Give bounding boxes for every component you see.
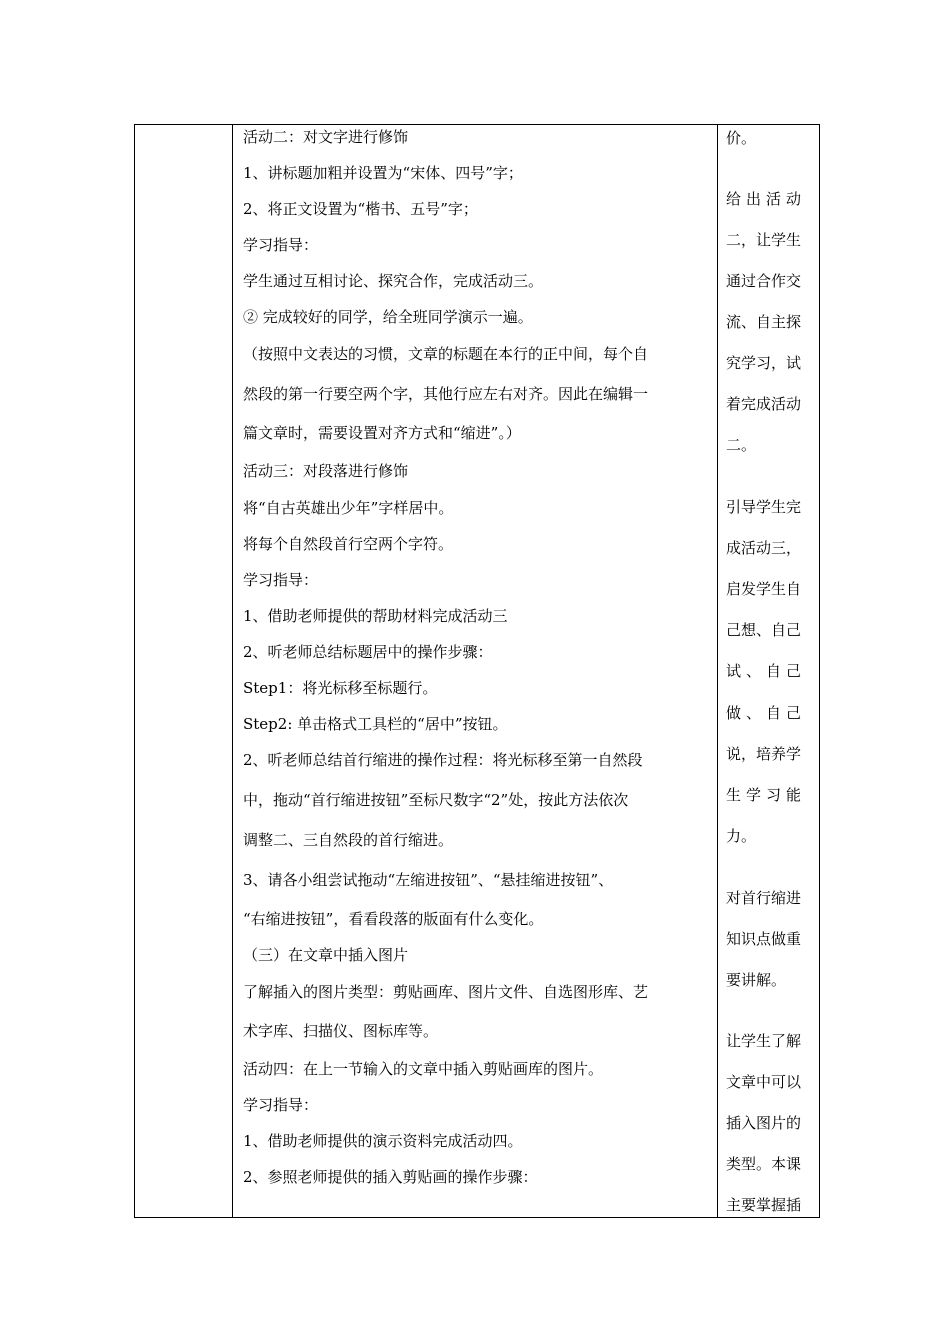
activity-line: （按照中文表达的习惯，文章的标题在本行的正中间，每个自 [243,345,649,363]
activity-line: 活动四：在上一节输入的文章中插入剪贴画库的图片。 [243,1060,604,1078]
activity-line: 学生通过互相讨论、探究合作，完成活动三。 [243,272,544,290]
activity-line: 学习指导： [243,1096,319,1114]
column-divider-right [717,125,718,1217]
activity-line: 术字库、扫描仪、图标库等。 [243,1022,439,1040]
intent-line: 对首行缩进 [726,889,802,907]
intent-line: 说，培养学 [726,745,802,763]
lesson-plan-table [134,124,820,1218]
intent-line: 给出活动 [726,190,807,208]
activity-line: 学习指导： [243,571,319,589]
activity-line: Step2: 单击格式工具栏的“居中”按钮。 [243,715,508,733]
activity-line: 1、讲标题加粗并设置为“宋体、四号”字； [243,164,523,182]
activity-line: 中，拖动“首行缩进按钮”至标尺数字“2”处，按此方法依次 [243,791,629,809]
intent-line: 究学习，试 [726,354,802,372]
intent-line: 着完成活动 [726,395,802,413]
activity-line: 2、参照老师提供的插入剪贴画的操作步骤： [243,1168,538,1186]
activity-line: 篇文章时，需要设置对齐方式和“缩进”。） [243,424,521,442]
column-divider-left [232,125,233,1217]
intent-line: 启发学生自 [726,580,802,598]
intent-line: 知识点做重 [726,930,802,948]
activity-line: 1、借助老师提供的演示资料完成活动四。 [243,1132,523,1150]
intent-line: 流、自主探 [726,313,802,331]
activity-line: Step1：将光标移至标题行。 [243,679,438,697]
activity-line: 3、请各小组尝试拖动“左缩进按钮”、“悬挂缩进按钮”、 [243,871,614,889]
intent-line: 生学习能 [726,786,807,804]
activity-line: 学习指导： [243,236,319,254]
intent-line: 二，让学生 [726,231,802,249]
intent-line: 要讲解。 [726,971,787,989]
activity-line: 2、听老师总结标题居中的操作步骤： [243,643,493,661]
activity-line: 1、借助老师提供的帮助材料完成活动三 [243,607,508,625]
activity-line: 活动二：对文字进行修饰 [243,128,409,146]
intent-line: 主要掌握插 [726,1196,802,1214]
intent-line: 己想、自己 [726,621,802,639]
activity-line: 然段的第一行要空两个字，其他行应左右对齐。因此在编辑一 [243,385,649,403]
intent-line: 做、自己 [726,704,807,722]
activity-line: 2、将正文设置为“楷书、五号”字； [243,200,478,218]
intent-line: 价。 [726,129,757,147]
intent-line: 试、自己 [726,662,807,680]
activity-line: （三）在文章中插入图片 [243,946,409,964]
activity-line: “右缩进按钮”，看看段落的版面有什么变化。 [243,910,544,928]
activity-line: 活动三：对段落进行修饰 [243,462,409,480]
intent-line: 让学生了解 [726,1032,802,1050]
activity-line: 2、听老师总结首行缩进的操作过程：将光标移至第一自然段 [243,751,643,769]
intent-line: 力。 [726,827,757,845]
activity-line: ② 完成较好的同学，给全班同学演示一遍。 [243,308,533,326]
intent-line: 文章中可以 [726,1073,802,1091]
intent-line: 引导学生完 [726,498,802,516]
intent-line: 插入图片的 [726,1114,802,1132]
intent-line: 通过合作交 [726,272,802,290]
activity-line: 调整二、三自然段的首行缩进。 [243,831,454,849]
activity-line: 将每个自然段首行空两个字符。 [243,535,454,553]
intent-line: 成活动三， [726,539,802,557]
intent-line: 二。 [726,436,757,454]
intent-line: 类型。本课 [726,1155,802,1173]
activity-line: 将“自古英雄出少年”字样居中。 [243,499,454,517]
activity-line: 了解插入的图片类型：剪贴画库、图片文件、自选图形库、艺 [243,983,649,1001]
